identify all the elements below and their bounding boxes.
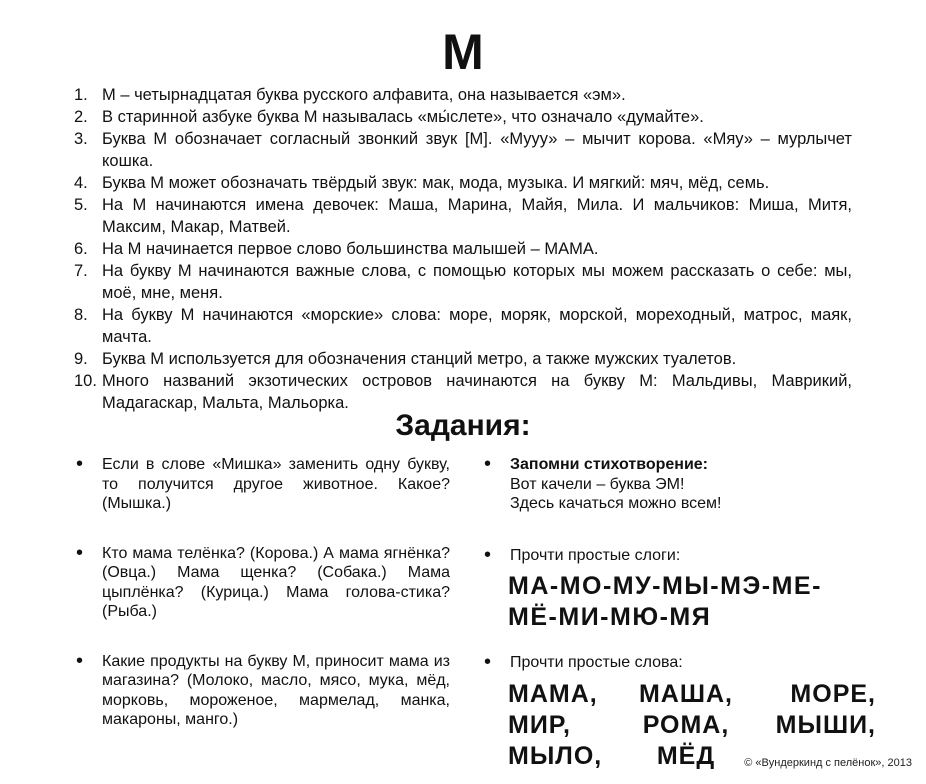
task-text: Какие продукты на букву М, приносит мама из магазина? (Молоко, масло, мясо, мука, мёд, морковь, мороженое, мармелад, манка, макароны, манго.) bbox=[102, 652, 450, 728]
fact-text: М – четырнадцатая буква русского алфавита, она называется «эм». bbox=[102, 86, 626, 104]
fact-item bbox=[74, 348, 852, 370]
bullet-icon: • bbox=[484, 543, 492, 566]
fact-number: 2. bbox=[74, 108, 88, 126]
fact-item bbox=[74, 304, 852, 348]
bullet-icon: • bbox=[76, 453, 84, 475]
fact-item bbox=[74, 260, 852, 304]
word: МЫЛО, bbox=[508, 741, 603, 770]
syllables-line: МА-МО-МУ-МЫ-МЭ-МЕ- bbox=[508, 572, 822, 600]
bullet-icon: • bbox=[76, 541, 84, 564]
word: МОРЕ, bbox=[790, 679, 876, 708]
word: МАМА, bbox=[508, 679, 598, 708]
fact-text: На букву М начинаются важные слова, с помощью которых мы можем рассказать о себе: мы, моё, мне, меня. bbox=[102, 262, 852, 302]
page-title: М bbox=[442, 24, 484, 80]
fact-number: 6. bbox=[74, 240, 88, 258]
poem-task bbox=[482, 455, 854, 514]
fact-item bbox=[74, 106, 852, 128]
syllables-line: МЁ-МИ-МЮ-МЯ bbox=[508, 603, 712, 631]
word: МИР, bbox=[508, 710, 571, 739]
syllables-label: Прочти простые слоги: bbox=[510, 546, 681, 564]
task-text: Если в слове «Мишка» заменить одну букву, то получится другое животное. Какое? (Мышка.) bbox=[102, 456, 450, 512]
fact-item bbox=[74, 172, 852, 194]
fact-text: На М начинается первое слово большинства малышей – МАМА. bbox=[102, 240, 599, 258]
copyright: © «Вундеркинд с пелёнок», 2013 bbox=[744, 757, 912, 769]
task-item bbox=[74, 541, 450, 622]
fact-number: 1. bbox=[74, 86, 88, 104]
fact-text: На букву М начинаются «морские» слова: море, моряк, морской, мореходный, матрос, маяк, мачта. bbox=[102, 306, 852, 346]
poem-line: Вот качели – буква ЭМ! bbox=[510, 475, 685, 493]
fact-text: Много названий экзотических островов начинаются на букву М: Мальдивы, Маврикий, Мадагаскар, Мальта, Мальорка. bbox=[102, 372, 852, 412]
word: МЁД bbox=[656, 741, 716, 770]
bullet-icon: • bbox=[484, 651, 492, 673]
word: РОМА, bbox=[642, 710, 730, 739]
poem-title: Запомни стихотворение: bbox=[510, 456, 709, 473]
tasks-right-column bbox=[482, 453, 876, 772]
fact-number: 9. bbox=[74, 350, 88, 368]
fact-number: 3. bbox=[74, 130, 88, 148]
fact-number: 5. bbox=[74, 196, 88, 214]
bullet-icon: • bbox=[76, 649, 84, 672]
fact-text: Буква М может обозначать твёрдый звук: мак, мода, музыка. И мягкий: мяч, мёд, семь. bbox=[102, 174, 770, 192]
bullet-icon: • bbox=[484, 453, 492, 475]
word: МЫШИ, bbox=[775, 710, 876, 739]
word: МАША, bbox=[638, 679, 733, 708]
fact-item bbox=[74, 84, 852, 106]
fact-text: В старинной азбуке буква М называлась «мы́слете», что означало «думайте». bbox=[102, 108, 704, 126]
fact-number: 7. bbox=[74, 262, 88, 280]
task-text: Кто мама телёнка? (Корова.) А мама ягнёнка? (Овца.) Мама щенка? (Собака.) Мама цыплёнка? (Курица.) Мама голова-стика? (Рыба.) bbox=[102, 544, 450, 620]
fact-number: 8. bbox=[74, 306, 88, 324]
words-task bbox=[482, 651, 876, 772]
fact-item bbox=[74, 238, 852, 260]
fact-number: 10. bbox=[74, 372, 97, 390]
poem-line: Здесь качаться можно всем! bbox=[510, 495, 722, 512]
task-item bbox=[74, 455, 450, 514]
fact-text: На М начинаются имена девочек: Маша, Марина, Майя, Мила. И мальчиков: Миша, Митя, Максим, Макар, Матвей. bbox=[102, 196, 852, 236]
syllables-block bbox=[508, 571, 854, 633]
words-label: Прочти простые слова: bbox=[510, 654, 683, 671]
fact-item bbox=[74, 194, 852, 238]
tasks-heading: Задания: bbox=[395, 409, 531, 442]
fact-text: Буква М используется для обозначения станций метро, а также мужских туалетов. bbox=[102, 350, 737, 368]
facts-list bbox=[74, 84, 852, 414]
syllables-task bbox=[482, 543, 854, 634]
task-item bbox=[74, 649, 450, 730]
fact-number: 4. bbox=[74, 174, 88, 192]
fact-item bbox=[74, 128, 852, 172]
fact-text: Буква М обозначает согласный звонкий звук [М]. «Мууу» – мычит корова. «Мяу» – мурлычет кошка. bbox=[102, 130, 852, 170]
tasks-left-column bbox=[74, 455, 450, 730]
